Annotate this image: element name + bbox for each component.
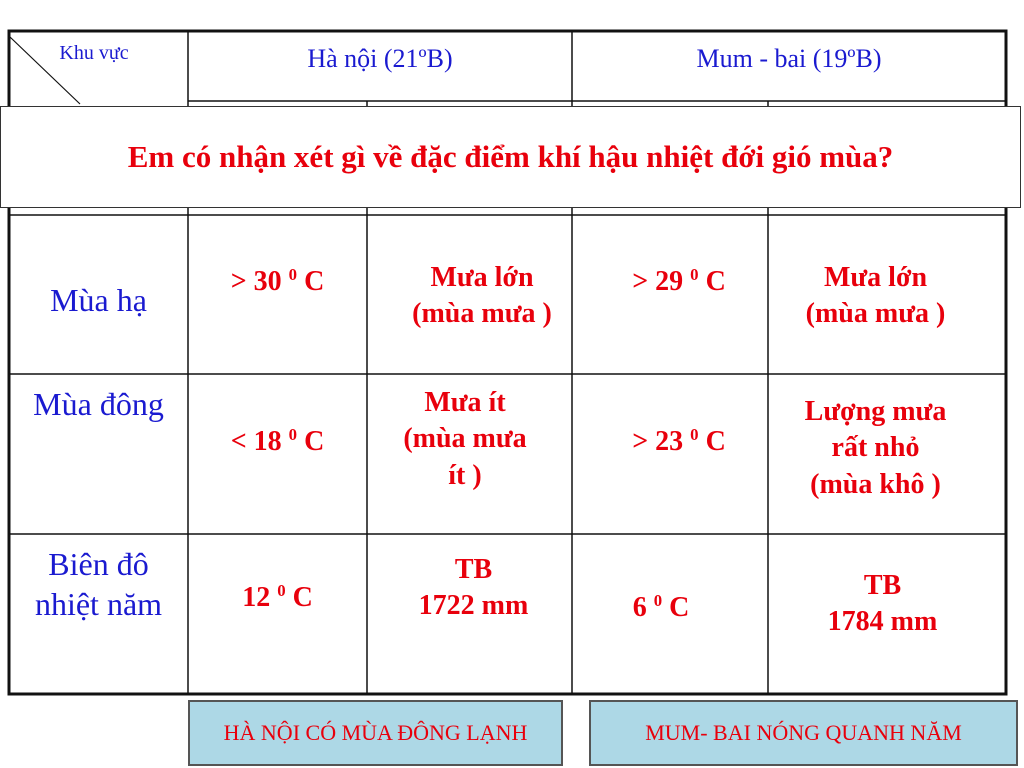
question-text: Em có nhận xét gì về đặc điểm khí hậu nhiệt đới gió mùa? (127, 139, 894, 174)
mumbai-annual-rainfall: TB 1784 mm (827, 570, 938, 638)
row-label-annual-range: Biên đô nhiệt năm (34, 546, 163, 622)
summary-mumbai: MUM- BAI NÓNG QUANH NĂM (589, 700, 1018, 766)
mumbai-winter-temp: > 23 $^0$ C (632, 424, 726, 457)
hanoi-winter-temp: < 18 $^0$ C (230, 424, 325, 457)
mumbai-summer-rain: Mưa lớn (mùa mưa ) (805, 262, 946, 330)
row-label-winter: Mùa đông (33, 386, 164, 422)
corner-label: Khu vực (59, 42, 129, 64)
hanoi-annual-rainfall: TB 1722 mm (418, 554, 529, 622)
hanoi-winter-rain: Mưa ít (mùa mưa ít ) (403, 387, 527, 491)
hanoi-summer-temp: > 30 $^0$ C (230, 264, 325, 297)
summary-hanoi: HÀ NỘI CÓ MÙA ĐÔNG LẠNH (188, 700, 563, 766)
header-mumbai: Mum - bai (19ºB) (696, 44, 882, 73)
mumbai-annual-range: 6 $^0$ C (632, 590, 690, 623)
header-hanoi: Hà nội (21ºB) (307, 44, 453, 73)
row-label-summer: Mùa hạ (50, 282, 147, 318)
hanoi-annual-range: 12 $^0$ C (242, 580, 313, 613)
hanoi-summer-rain: Mưa lớn (mùa mưa ) (412, 262, 552, 330)
question-box (0, 106, 1021, 208)
mumbai-summer-temp: > 29 $^0$ C (632, 264, 726, 297)
mumbai-winter-rain: Lượng mưa rất nhỏ (mùa khô ) (804, 396, 947, 500)
